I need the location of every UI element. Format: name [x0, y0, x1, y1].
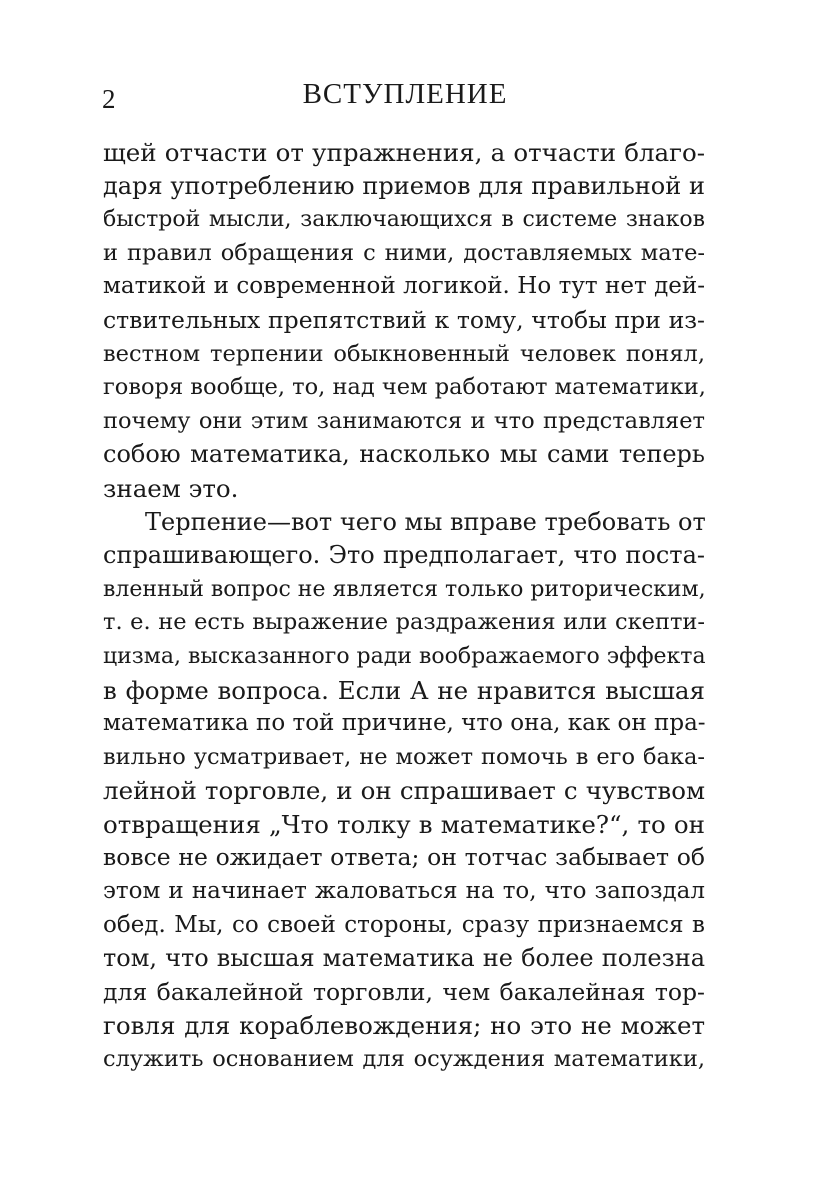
- text-line: вильно усматривает, не может помочь в его бака-: [103, 743, 705, 770]
- text-line: быстрой мысли, заключающихся в системе знаков: [103, 207, 705, 233]
- text-line: математика по той причине, что она, как он пра-: [103, 710, 706, 737]
- text-line: служить основанием для осуждения математики,: [103, 1046, 705, 1073]
- page-header: [100, 78, 710, 118]
- text-line: даря употреблению приемов для правильной и: [103, 171, 705, 200]
- body-text: [103, 136, 705, 1077]
- text-line: т. е. не есть выражение раздражения или скепти-: [103, 609, 705, 636]
- paragraph-2: [103, 506, 705, 1077]
- paragraph-1: [103, 136, 705, 506]
- running-title: ВСТУПЛЕНИЕ: [302, 78, 508, 110]
- text-line: лейной торговле, и он спрашивает с чувством: [103, 776, 705, 806]
- text-line: отвращения „Что толку в математике?“, то он: [103, 809, 705, 839]
- text-line: Терпение—вот чего мы вправе требовать от: [145, 507, 706, 536]
- text-line: собою математика, насколько мы сами теперь: [103, 440, 705, 469]
- text-line: щей отчасти от упражнения, а отчасти благо-: [103, 138, 705, 167]
- text-line: матикой и современной логикой. Но тут нет дей-: [103, 273, 705, 300]
- text-line: том, что высшая математика не более полезна: [103, 944, 705, 973]
- text-line: спрашивающего. Это предполагает, что поста-: [103, 541, 705, 570]
- text-line: для бакалейной торговли, чем бакалейная тор-: [103, 977, 705, 1006]
- text-line: ствительных препятствий к тому, чтобы при из-: [103, 305, 705, 334]
- text-line: и правил обращения с ними, доставляемых мате-: [103, 239, 705, 266]
- text-line: говоря вообще, то, над чем работают математики,: [103, 374, 706, 401]
- text-line: этом и начинает жаловаться на то, что запоздал: [103, 878, 705, 905]
- text-line: обед. Мы, со своей стороны, сразу признаемся в: [103, 911, 705, 938]
- text-line: почему они этим занимаются и что представляет: [103, 407, 705, 434]
- text-line: в форме вопроса. Если А не нравится высшая: [103, 675, 705, 705]
- text-line: цизма, высказанного ради воображаемого эффекта: [103, 643, 706, 669]
- text-line: вленный вопрос не является только риторическим,: [103, 576, 706, 602]
- text-line: вовсе не ожидает ответа; он тотчас забывает об: [103, 843, 705, 872]
- text-line: вестном терпении обыкновенный человек понял,: [103, 340, 705, 367]
- text-line: знаем это.: [103, 473, 239, 503]
- text-line: говля для кораблевождения; но это не может: [103, 1011, 705, 1041]
- page-number: 2: [102, 84, 116, 114]
